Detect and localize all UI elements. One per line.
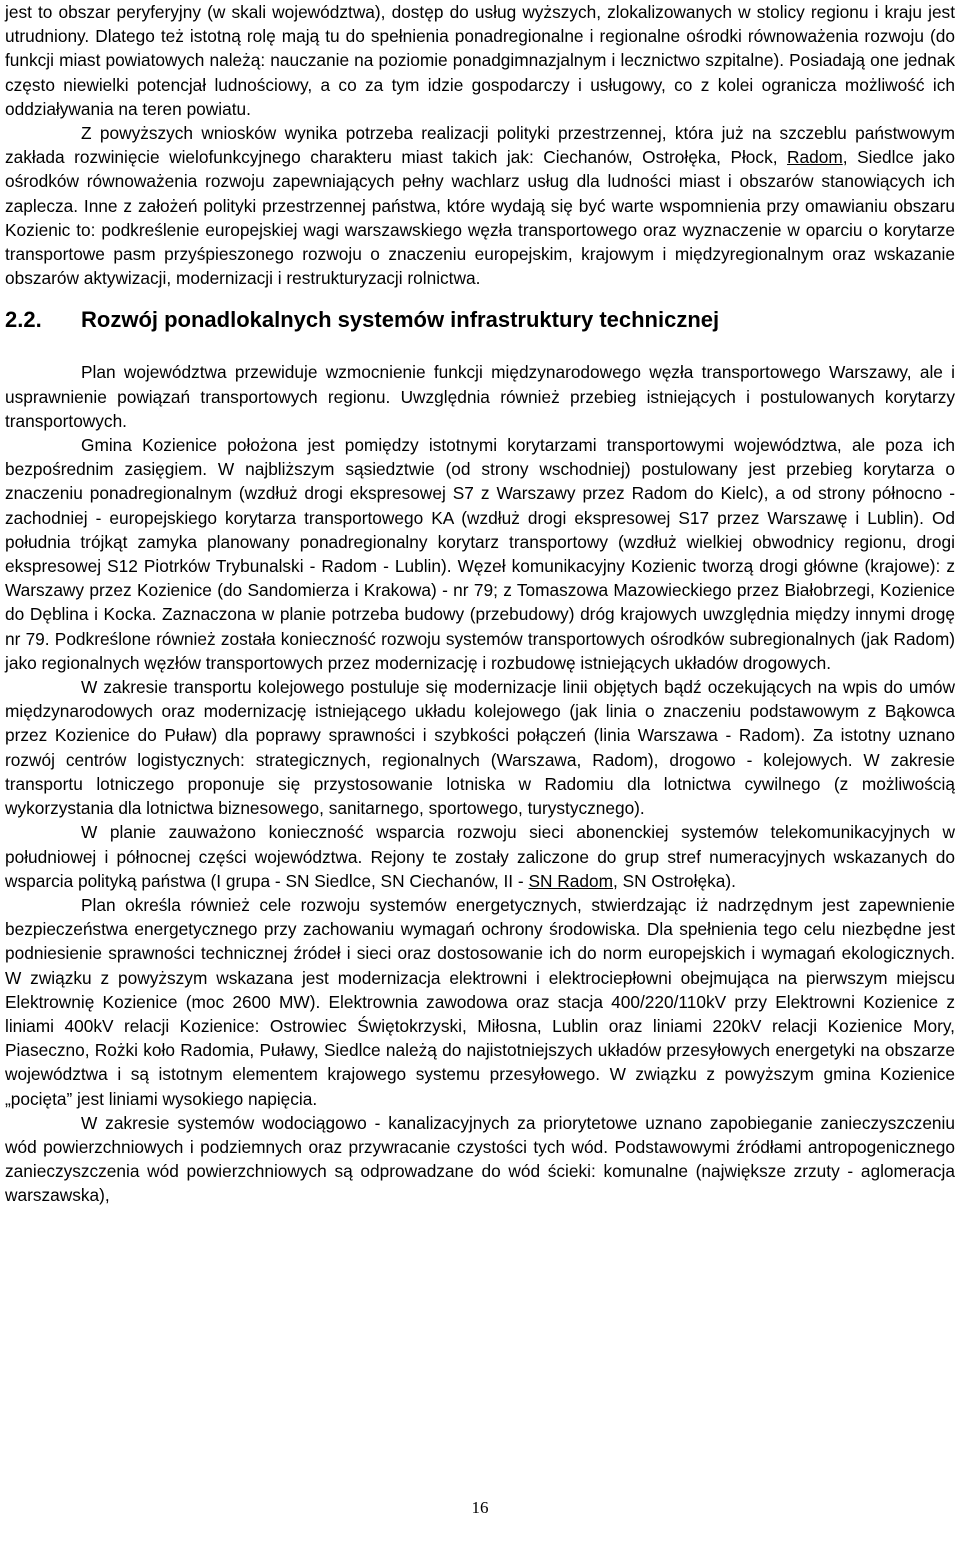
link-sn-radom[interactable]: SN Radom — [528, 870, 613, 891]
paragraph-6-text-b: , SN Ostrołęka). — [613, 870, 736, 891]
document-page — [5, 0, 955, 1208]
paragraph-2 — [5, 121, 955, 290]
paragraph-1: jest to obszar peryferyjny (w skali województwa), dostęp do usług wyższych, zlokalizowanych w stolicy regionu i kraju jest utrudniony. Dlatego też istotną rolę mają tu do spełnienia ponadregionalne i regionalne ośrodki równoważenia rozwoju (do funkcji miast powiatowych należą: nauczanie na poziomie ponadgimnazjalnym i lecznictwo szpitalne). Posiadają one jednak często niewielki potencjał ludnościowy, a co za tym idzie gospodarczy i usługowy, co z kolei ogranicza możliwość ich oddziaływania na teren powiatu. — [5, 2, 955, 119]
paragraph-4: Gmina Kozienice położona jest pomiędzy istotnymi korytarzami transportowymi województwa, ale poza ich bezpośrednim zasięgiem. W najbliższym sąsiedztwie (od strony wschodniej) postulowany jest przebieg korytarza o znaczeniu ponadregionalnym (wzdłuż drogi ekspresowej S7 z Warszawy przez Radom do Kielc), a od strony północno - zachodniej - europejskiego korytarza transportowego KA (wzdłuż drogi ekspresowej S17 przez Warszawę i Lublin). Od południa trójkąt zamyka planowany ponadregionalny korytarz transportowy (wzdłuż wielkiej obwodnicy regionu, drogi ekspresowej S12 Piotrków Trybunalski - Radom - Lublin). Węzeł komunikacyjny Kozienic tworzą drogi główne (krajowe): z Warszawy przez Kozienice (do Sandomierza i Krakowa) - nr 79; z Tomaszowa Mazowieckiego przez Białobrzegi, Kozienice do Dęblina i Kocka. Zaznaczona w planie potrzeba budowy (przebudowy) dróg krajowych uwzględnia między innymi drogę nr 79. Podkreślone również została konieczność rozwoju systemów transportowych ośrodków subregionalnych (jak Radom) jako regionalnych węzłów transportowych przez modernizację i rozbudowę istniejących układów drogowych. — [5, 435, 955, 673]
page-number: 16 — [471, 1498, 489, 1517]
paragraph-6-text-a: W planie zauważono konieczność wsparcia rozwoju sieci abonenckiej systemów telekomunikacyjnych w południowej i północnej części województwa. Rejony te zostały zaliczone do grup stref numeracyjnych wskazanych do wsparcia polityką państwa (I grupa - SN Siedlce, SN Ciechanów, II - — [5, 822, 955, 891]
section-number: 2.2. — [5, 307, 42, 333]
paragraph-5: W zakresie transportu kolejowego postuluje się modernizacje linii objętych bądź oczekujących na wpis do umów międzynarodowych oraz modernizację istniejącego układu kolejowego (jak linia o znaczeniu podstawowym z Bąkowca przez Kozienice do Puław) dla poprawy sprawności i szybkości połączeń (linia Warszawa - Radom). Za istotny uznano rozwój centrów logistycznych: strategicznych, regionalnych (Warszawa, Radom), drogowo - kolejowych. W zakresie transportu lotniczego proponuje się przystosowanie lotniska w Radomiu dla lotnictwa cywilnego (z możliwością wykorzystania dla lotnictwa biznesowego, sanitarnego, sportowego, turystycznego). — [5, 677, 955, 819]
paragraph-2-text-b: , Siedlce jako ośrodków równoważenia rozwoju zapewniających pełny wachlarz usług dla ludności miast i obszarów stanowiących ich zaplecza. Inne z założeń polityki przestrzennej państwa, które wydają się być warte wspomnienia przy omawianiu obszaru Kozienic to: podkreślenie europejskiej wagi warszawskiego węzła transportowego oraz wyznaczenie w oparciu o korytarze transportowe pasm przyśpieszonego rozwoju o znaczeniu europejskim, krajowym i międzyregionalnym oraz wskazanie obszarów aktywizacji, modernizacji i restrukturyzacji rolnictwa. — [5, 147, 955, 289]
paragraph-6 — [5, 820, 955, 893]
paragraph-7: Plan określa również cele rozwoju systemów energetycznych, stwierdzając iż nadrzędnym jest zapewnienie bezpieczeństwa energetycznego przy zachowaniu wymagań ochrony środowiska. Dla spełnienia tego celu niezbędne jest podniesienie sprawności technicznej źródeł i sieci oraz dostosowanie ich do norm europejskich i wymagań ekologicznych. W związku z powyższym wskazana jest modernizacja elektrowni i elektrociepłowni obejmująca na pierwszym miejscu Elektrownię Kozienice (moc 2600 MW). Elektrownia zawodowa oraz stacja 400/220/110kV przy Elektrowni Kozienice z liniami 400kV relacji Kozienice: Ostrowiec Świętokrzyski, Miłosna, Lublin oraz liniami 220kV relacji Kozienice Mory, Piaseczno, Rożki koło Radomia, Puławy, Siedlce należą do najistotniejszych układów przesyłowych energetyki na obszarze województwa i są istotnym elementem krajowego systemu przesyłowego. W związku z powyższym gmina Kozienice „pocięta” jest liniami wysokiego napięcia. — [5, 894, 955, 1109]
paragraph-2-text-a: Z powyższych wniosków wynika potrzeba realizacji polityki przestrzennej, która już na szczeblu państwowym zakłada rozwinięcie wielofunkcyjnego charakteru miast takich jak: Ciechanów, Ostrołęka, Płock, — [5, 123, 955, 168]
section-heading — [5, 306, 955, 334]
paragraph-3: Plan województwa przewiduje wzmocnienie funkcji międzynarodowego węzła transportowego Warszawy, ale i usprawnienie powiązań transportowych regionu. Uwzględnia również przebieg istniejących i postulowanych korytarzy transportowych. — [5, 362, 955, 431]
section-title: Rozwój ponadlokalnych systemów infrastruktury technicznej — [81, 307, 720, 333]
paragraph-8: W zakresie systemów wodociągowo - kanalizacyjnych za priorytetowe uznano zapobieganie zanieczyszczeniu wód powierzchniowych i podziemnych oraz przywracanie czystości tych wód. Podstawowymi źródłami antropogenicznego zanieczyszczenia wód powierzchniowych są odprowadzane do wód ścieki: komunalne (największe zrzuty - aglomeracja warszawska), — [5, 1112, 955, 1206]
link-radom[interactable]: Radom — [787, 147, 843, 168]
